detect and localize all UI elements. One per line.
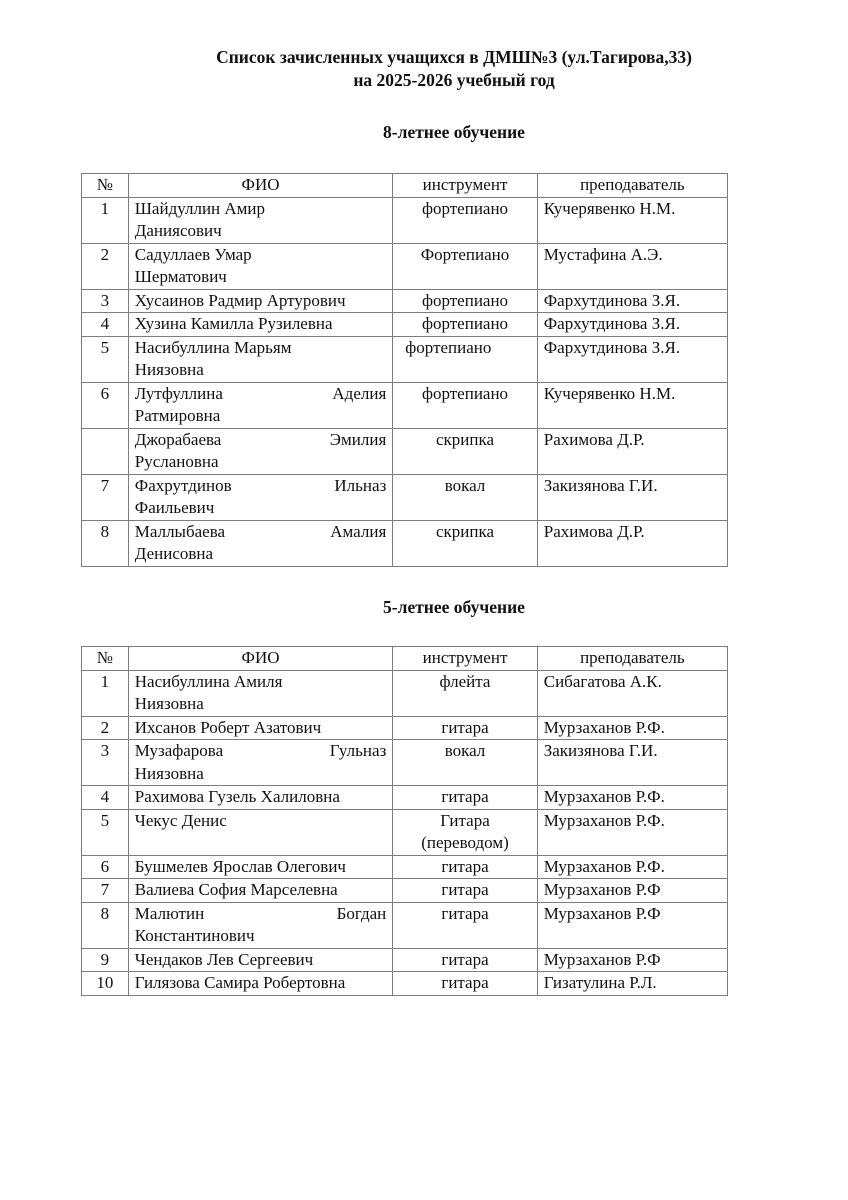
instrument — [393, 243, 537, 289]
instrument — [393, 809, 537, 855]
student-name-line2: Ниязовна — [134, 360, 204, 379]
student-name — [128, 336, 393, 382]
section-title-5-year: 5-летнее обучение — [383, 597, 525, 617]
teacher: Рахимова Д.Р. — [537, 428, 727, 474]
teacher: Мурзаханов Р.Ф — [537, 902, 727, 948]
table-row — [82, 716, 728, 740]
instrument-label: Гитара — [440, 810, 490, 830]
column-header-name: ФИО — [128, 647, 393, 671]
student-name — [128, 740, 393, 786]
instrument-label: фортепиано — [421, 198, 509, 218]
instrument — [393, 289, 537, 313]
students-table-5-year — [81, 646, 728, 996]
teacher: Мурзаханов Р.Ф. — [537, 786, 727, 810]
row-number: 7 — [82, 879, 129, 903]
document-title: Список зачисленных учащихся в ДМШ№3 (ул.Тагирова,33) — [216, 47, 692, 67]
table-row — [82, 670, 728, 716]
student-name-line2: Даниясович — [134, 221, 222, 240]
student-name — [128, 289, 393, 313]
student-surname: Джорабаева — [134, 429, 222, 449]
row-number: 7 — [82, 474, 129, 520]
student-surname: Лутфуллина — [134, 383, 223, 403]
row-number: 5 — [82, 809, 129, 855]
column-header-teacher: преподаватель — [537, 174, 727, 198]
instrument-label: флейта — [439, 671, 491, 691]
student-name — [128, 902, 393, 948]
instrument-label: скрипка — [435, 521, 495, 541]
student-surname: Малютин — [134, 903, 205, 923]
student-name — [128, 474, 393, 520]
instrument — [393, 428, 537, 474]
column-header-teacher: преподаватель — [537, 647, 727, 671]
instrument-label: гитара — [441, 903, 489, 923]
instrument-label: гитара — [441, 949, 489, 969]
student-name-line1: Бушмелев Ярослав Олегович — [134, 856, 346, 876]
student-name-line1: Чендаков Лев Сергеевич — [134, 949, 314, 969]
instrument — [393, 855, 537, 879]
instrument-label: гитара — [441, 856, 489, 876]
instrument-label: фортепиано — [421, 314, 509, 333]
teacher: Мурзаханов Р.Ф — [537, 879, 727, 903]
instrument-label: фортепиано — [421, 290, 509, 310]
instrument-label: вокал — [444, 741, 486, 760]
instrument — [393, 520, 537, 566]
column-header-num: № — [82, 647, 129, 671]
instrument — [393, 879, 537, 903]
student-name-line1: Хузина Камилла Рузилевна — [134, 314, 333, 333]
row-number: 2 — [82, 243, 129, 289]
student-name-line1: Рахимова Гузель Халиловна — [134, 787, 340, 806]
student-name-line1: Шайдуллин Амир — [134, 198, 266, 218]
teacher: Рахимова Д.Р. — [537, 520, 727, 566]
teacher: Фархутдинова З.Я. — [537, 336, 727, 382]
row-number: 6 — [82, 382, 129, 428]
column-header-name: ФИО — [128, 174, 393, 198]
student-name — [128, 243, 393, 289]
table-row — [82, 243, 728, 289]
teacher: Мустафина А.Э. — [537, 243, 727, 289]
table-row — [82, 972, 728, 996]
instrument — [393, 382, 537, 428]
student-name-line2: Денисовна — [134, 544, 214, 563]
table-row — [82, 520, 728, 566]
instrument-label: скрипка — [435, 429, 495, 449]
row-number: 9 — [82, 948, 129, 972]
table-row — [82, 474, 728, 520]
student-name — [128, 670, 393, 716]
instrument — [393, 902, 537, 948]
column-header-instrument: инструмент — [393, 174, 537, 198]
instrument — [393, 740, 537, 786]
instrument — [393, 972, 537, 996]
student-name-line2: Шерматович — [134, 267, 227, 286]
instrument-label: гитара — [441, 787, 489, 806]
table-row — [82, 740, 728, 786]
instrument-label: фортепиано — [421, 383, 509, 403]
teacher: Фархутдинова З.Я. — [537, 313, 727, 337]
table-row — [82, 786, 728, 810]
table-row — [82, 902, 728, 948]
instrument — [393, 786, 537, 810]
instrument — [393, 716, 537, 740]
table-row — [82, 879, 728, 903]
document-subtitle: на 2025-2026 учебный год — [353, 70, 555, 90]
table-row — [82, 948, 728, 972]
student-name — [128, 382, 393, 428]
instrument-label: вокал — [444, 475, 486, 495]
instrument — [393, 313, 537, 337]
column-header-num: № — [82, 174, 129, 198]
instrument-note: (переводом) — [421, 833, 509, 852]
student-name — [128, 855, 393, 879]
student-name — [128, 879, 393, 903]
row-number: 3 — [82, 289, 129, 313]
student-name-line2: Руслановна — [134, 452, 219, 471]
table-row — [82, 382, 728, 428]
table-row — [82, 336, 728, 382]
student-given-name: Амалия — [330, 521, 387, 541]
instrument-label: гитара — [441, 880, 489, 899]
table-header-row — [82, 174, 728, 198]
student-name — [128, 948, 393, 972]
student-name — [128, 786, 393, 810]
table-row — [82, 428, 728, 474]
teacher: Мурзаханов Р.Ф. — [537, 716, 727, 740]
table-row — [82, 197, 728, 243]
row-number: 6 — [82, 855, 129, 879]
student-surname: Музафарова — [134, 741, 224, 760]
student-name — [128, 716, 393, 740]
table-header-row — [82, 647, 728, 671]
teacher: Мурзаханов Р.Ф. — [537, 855, 727, 879]
student-name-line1: Садуллаев Умар — [134, 244, 252, 264]
row-number: 3 — [82, 740, 129, 786]
student-name-line1: Чекус Денис — [134, 810, 227, 830]
row-number: 1 — [82, 197, 129, 243]
student-name-line1: Валиева София Марселевна — [134, 880, 338, 899]
instrument — [393, 948, 537, 972]
table-row — [82, 809, 728, 855]
student-name — [128, 520, 393, 566]
student-name — [128, 428, 393, 474]
teacher: Кучерявенко Н.М. — [537, 382, 727, 428]
row-number — [82, 428, 129, 474]
row-number: 4 — [82, 313, 129, 337]
student-name-line2: Фаильевич — [134, 498, 215, 517]
column-header-instrument: инструмент — [393, 647, 537, 671]
instrument-label: гитара — [441, 717, 489, 737]
student-given-name: Эмилия — [329, 429, 387, 449]
student-name-line2: Константинович — [134, 926, 255, 945]
table-row — [82, 313, 728, 337]
teacher: Мурзаханов Р.Ф — [537, 948, 727, 972]
student-given-name: Ильназ — [334, 475, 387, 495]
instrument — [393, 474, 537, 520]
instrument-label: Фортепиано — [420, 244, 510, 264]
row-number: 1 — [82, 670, 129, 716]
row-number: 8 — [82, 902, 129, 948]
teacher: Кучерявенко Н.М. — [537, 197, 727, 243]
student-name — [128, 197, 393, 243]
student-surname: Маллыбаева — [134, 521, 226, 541]
student-name-line1: Насибуллина Марьям — [134, 337, 292, 357]
teacher: Фархутдинова З.Я. — [537, 289, 727, 313]
instrument — [393, 336, 537, 382]
instrument — [393, 197, 537, 243]
table-row — [82, 289, 728, 313]
student-name-line1: Гилязова Самира Робертовна — [134, 973, 346, 992]
student-given-name: Богдан — [336, 903, 387, 923]
students-table-8-year — [81, 173, 728, 567]
student-name — [128, 809, 393, 855]
teacher: Сибагатова А.К. — [537, 670, 727, 716]
section-title-8-year: 8-летнее обучение — [383, 122, 525, 142]
teacher: Мурзаханов Р.Ф. — [537, 809, 727, 855]
student-name-line1: Насибуллина Амиля — [134, 671, 283, 691]
teacher: Гизатулина Р.Л. — [537, 972, 727, 996]
instrument-label: гитара — [441, 973, 489, 992]
instrument-label: фортепиано — [405, 337, 492, 357]
student-given-name: Гульназ — [329, 741, 387, 760]
student-name-line2: Ниязовна — [134, 763, 204, 783]
student-name-line1: Хусаинов Радмир Артурович — [134, 290, 346, 310]
row-number: 10 — [82, 972, 129, 996]
teacher: Закизянова Г.И. — [537, 740, 727, 786]
row-number: 4 — [82, 786, 129, 810]
table-row — [82, 855, 728, 879]
student-name-line2: Ратмировна — [134, 406, 221, 425]
student-name-line2: Ниязовна — [134, 694, 204, 713]
student-name-line1: Ихсанов Роберт Азатович — [134, 717, 322, 737]
instrument — [393, 670, 537, 716]
row-number: 5 — [82, 336, 129, 382]
row-number: 8 — [82, 520, 129, 566]
student-name — [128, 313, 393, 337]
teacher: Закизянова Г.И. — [537, 474, 727, 520]
student-given-name: Аделия — [332, 383, 387, 403]
student-surname: Фахрутдинов — [134, 475, 232, 495]
row-number: 2 — [82, 716, 129, 740]
student-name — [128, 972, 393, 996]
